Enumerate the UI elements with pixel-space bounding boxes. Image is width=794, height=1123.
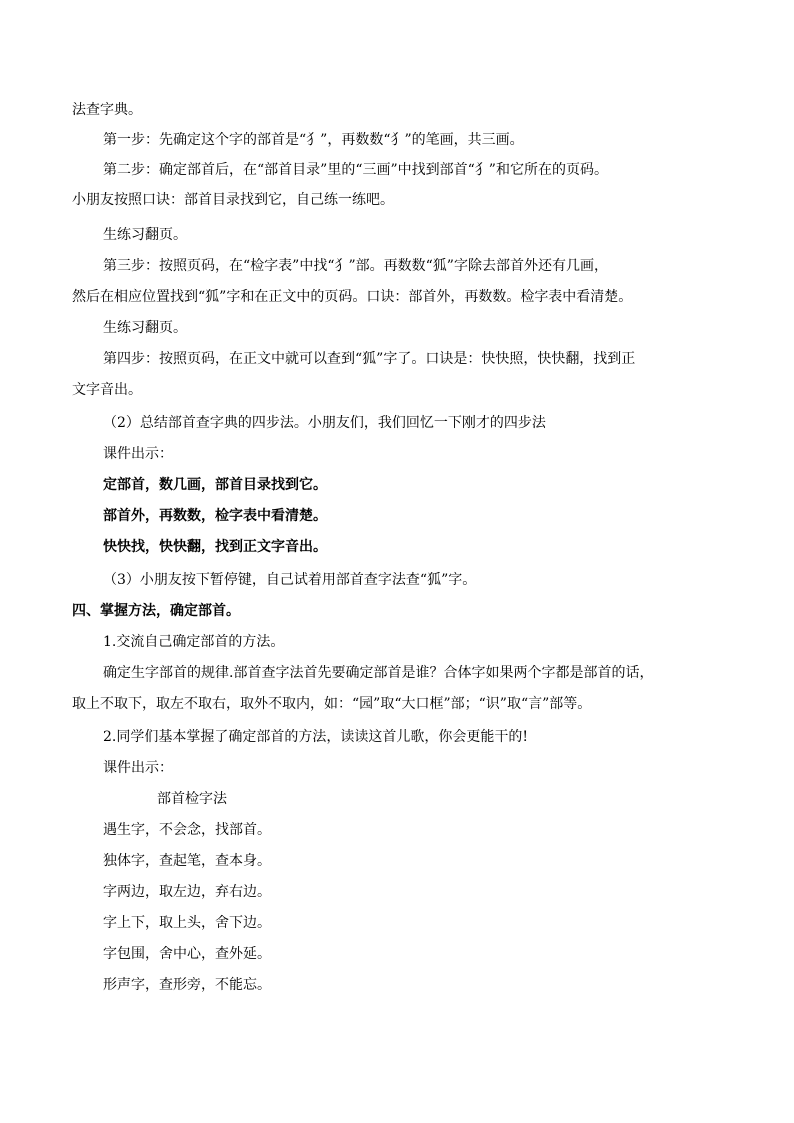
text-line: 文字音出。 xyxy=(72,382,142,398)
section-heading: 四、掌握方法，确定部首。 xyxy=(72,603,240,619)
text-line: 生练习翻页。 xyxy=(103,320,187,336)
poem-title: 部首检字法 xyxy=(157,791,227,807)
text-line: 取上不取下，取左不取右，取外不取内，如：“园”取“大口框”部；“识”取“言”部等。 xyxy=(72,696,592,712)
poem-line: 字上下，取上头，舍下边。 xyxy=(103,915,271,931)
rhyme-line-bold: 部首外，再数数，检字表中看清楚。 xyxy=(103,508,327,524)
rhyme-line-bold: 定部首，数几画，部首目录找到它。 xyxy=(103,477,327,493)
text-line: 然后在相应位置找到“狐”字和在正文中的页码。口诀：部首外，再数数。检字表中看清楚。 xyxy=(72,289,633,305)
text-line: （3）小朋友按下暂停键，自己试着用部首查字法查“狐”字。 xyxy=(103,572,477,588)
text-line: 课件出示： xyxy=(103,760,173,776)
text-line: 生练习翻页。 xyxy=(103,227,187,243)
step-one: 第一步：先确定这个字的部首是“犭”，再数数“犭”的笔画，共三画。 xyxy=(103,132,524,148)
rhyme-line-bold: 快快找，快快翻，找到正文字音出。 xyxy=(103,539,327,555)
text-line: 法查字典。 xyxy=(72,102,142,118)
step-two: 第二步：确定部首后，在“部首目录”里的“三画”中找到部首“犭”和它所在的页码。 xyxy=(103,162,608,178)
text-line: 小朋友按照口诀：部首目录找到它，自己练一练吧。 xyxy=(72,192,394,208)
poem-line: 独体字，查起笔，查本身。 xyxy=(103,853,271,869)
poem-line: 形声字，查形旁，不能忘。 xyxy=(103,977,271,993)
text-line: 2.同学们基本掌握了确定部首的方法，读读这首儿歌，你会更能干的! xyxy=(103,729,528,745)
text-line: 确定生字部首的规律.部首查字法首先要确定部首是谁？合体字如果两个字都是部首的话， xyxy=(103,665,654,681)
text-line: 课件出示： xyxy=(103,446,173,462)
text-line: 1.交流自己确定部首的方法。 xyxy=(103,634,285,650)
step-three: 第三步：按照页码，在“检字表”中找“犭”部。再数数“狐”字除去部首外还有几画， xyxy=(103,258,608,274)
text-line: （2）总结部首查字典的四步法。小朋友们，我们回忆一下刚才的四步法 xyxy=(103,415,546,431)
poem-line: 字包围，舍中心，查外延。 xyxy=(103,946,271,962)
poem-line: 遇生字，不会念，找部首。 xyxy=(103,822,271,838)
step-four: 第四步：按照页码，在正文中就可以查到“狐”字了。口诀是：快快照，快快翻，找到正 xyxy=(103,351,636,367)
poem-line: 字两边，取左边，弃右边。 xyxy=(103,884,271,900)
